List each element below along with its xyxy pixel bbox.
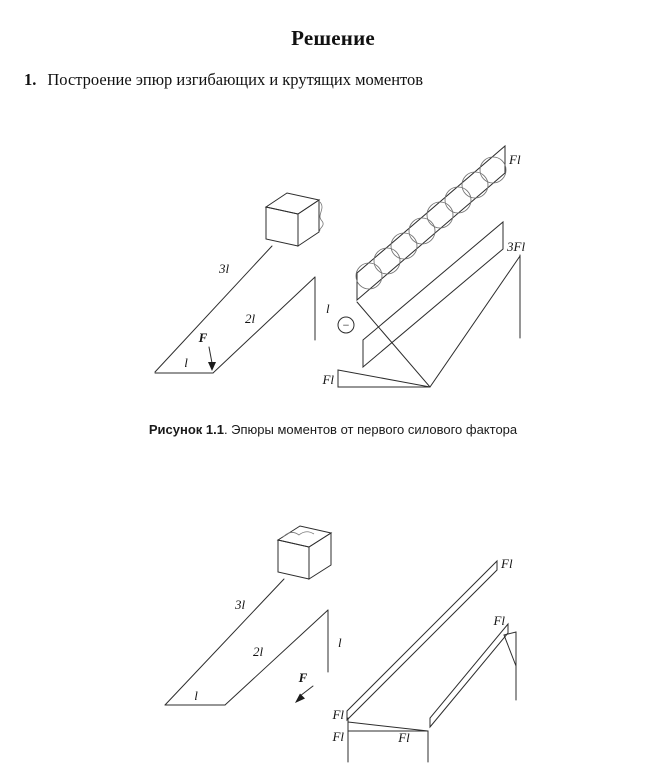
label-fl-left-upper: Fl (332, 707, 344, 722)
support-cube-2 (278, 526, 331, 579)
label-2l: 2l (244, 311, 256, 326)
label-bending-3fl: 3Fl (507, 239, 526, 254)
figure-1-caption (0, 422, 666, 437)
label-l-vertical: l (338, 635, 342, 650)
beam-sketch-2 (165, 579, 342, 705)
figure-1-caption-label: Рисунок 1.1 (148, 422, 224, 437)
beam-axis-3l (155, 246, 272, 372)
label-bending-fl: Fl (322, 372, 334, 387)
label-fl-top: Fl (501, 556, 513, 571)
label-fl-right: Fl (493, 613, 505, 628)
label-torsion-fl: Fl (509, 152, 521, 167)
bending-band-short (430, 613, 508, 727)
label-3l: 3l (234, 597, 246, 612)
moment-diagram-1 (321, 146, 525, 387)
label-l-vertical: l (326, 301, 330, 316)
beam-axis-3l (165, 579, 284, 705)
beam-axis-2l (225, 610, 328, 705)
section-number: 1. (24, 70, 37, 89)
figure-1-diagram (0, 138, 666, 403)
sketch-squiggle (320, 202, 323, 231)
label-fl-left-lower: Fl (332, 729, 344, 744)
section-text: Построение эпюр изгибающих и крутящих моментов (47, 70, 424, 89)
bottom-frame (331, 707, 428, 762)
label-3l: 3l (218, 261, 230, 276)
force-arrow-head (208, 362, 216, 371)
bending-band-long (347, 556, 513, 720)
force-arrow-shaft (209, 347, 212, 363)
label-2l: 2l (252, 644, 264, 659)
minus-glyph: − (342, 318, 350, 332)
label-force-f: F (298, 670, 308, 685)
support-cube (266, 193, 323, 246)
label-fl-bottom: Fl (398, 730, 410, 745)
page-title: Решение (291, 26, 375, 50)
figure-1-caption-text: . Эпюры моментов от первого силового фактора (223, 422, 518, 437)
bending-triangle-fl (321, 370, 430, 387)
label-l: l (194, 688, 198, 703)
force-arrow-shaft (300, 686, 313, 696)
label-force-f: F (198, 330, 208, 345)
beam-axis-2l (213, 277, 315, 373)
bending-band-3fl (363, 222, 525, 367)
label-l: l (184, 355, 188, 370)
section-item-1 (24, 70, 423, 90)
force-arrow-head (295, 694, 305, 704)
beam-sketch-1 (155, 246, 330, 373)
negative-sign-icon (338, 317, 354, 333)
figure-2-diagram (0, 505, 666, 773)
right-axis-group (504, 632, 516, 700)
moment-diagram-2 (331, 556, 516, 762)
